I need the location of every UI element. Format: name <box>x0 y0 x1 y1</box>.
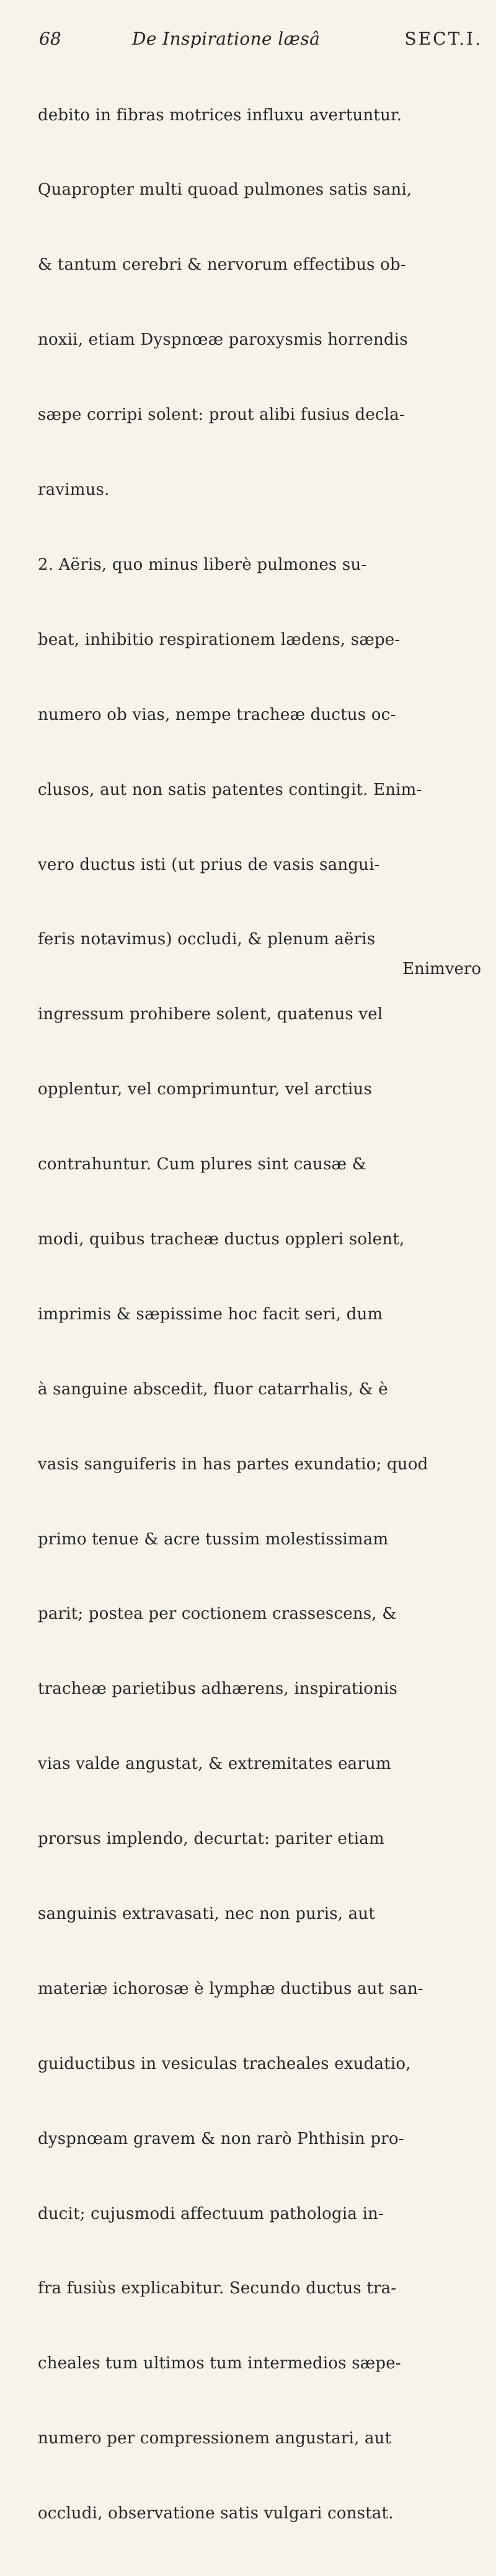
text-line: dyspnœam gravem & non rarò Phthisin pro- <box>38 2129 404 2148</box>
text-line: modi, quibus tracheæ ductus oppleri solent, <box>38 1229 405 1249</box>
text-line: numero per compressionem angustari, aut <box>38 2429 392 2448</box>
running-title: De Inspiratione læsâ <box>132 29 321 49</box>
text-line: opplentur, vel comprimuntur, vel arctius <box>38 1080 373 1099</box>
text-line: debito in fibras motrices influxu avertuntur. <box>38 105 402 125</box>
text-line: ducit; cujusmodi affectuum pathologia in- <box>38 2204 384 2223</box>
text-line: cheales tum ultimos tum intermedios sæpe- <box>38 2354 401 2373</box>
text-line: prorsus implendo, decurtat: pariter etiam <box>38 1830 384 1849</box>
text-line: & tantum cerebri & nervorum effectibus ob- <box>38 255 406 275</box>
text-line: vasis sanguiferis in has partes exundatio; quod <box>38 1454 428 1474</box>
catchword: Enimvero <box>402 960 481 978</box>
text-line: beat, inhibitio respirationem lædens, sæpe- <box>38 630 401 649</box>
section-label: SECT.I. <box>404 29 482 49</box>
text-line: sanguinis extravasati, nec non puris, aut <box>38 1904 375 1923</box>
text-line: noxii, etiam Dyspnœæ paroxysmis horrendis <box>38 330 408 350</box>
text-line: numero ob vias, nempe tracheæ ductus oc- <box>38 705 396 724</box>
text-line: feris notavimus) occludi, & plenum aëris <box>38 930 376 949</box>
text-line: vias valde angustat, & extremitates earum <box>38 1755 391 1774</box>
text-line: contrahuntur. Cum plures sint causæ & <box>38 1155 367 1174</box>
text-line: fra fusiùs explicabitur. Secundo ductus tra- <box>38 2279 397 2298</box>
text-line: ingressum prohibere solent, quatenus vel <box>38 1005 383 1024</box>
text-line: guiductibus in vesiculas tracheales exudatio, <box>38 2054 411 2073</box>
text-line: clusos, aut non satis patentes contingit. Enim- <box>38 780 422 799</box>
text-line: Quapropter multi quoad pulmones satis sani, <box>38 180 412 200</box>
text-line: occludi, observatione satis vulgari constat. <box>38 2504 394 2523</box>
text-line: 2. Aëris, quo minus liberè pulmones su- <box>38 555 367 574</box>
text-line: materiæ ichorosæ è lymphæ ductibus aut san- <box>38 1979 423 1998</box>
text-line: tracheæ parietibus adhærens, inspirationis <box>38 1680 398 1699</box>
text-line: parit; postea per coctionem crassescens, & <box>38 1604 397 1624</box>
page-number: 68 <box>39 29 61 49</box>
page-header <box>39 26 482 52</box>
text-line: ravimus. <box>38 480 110 500</box>
text-line: primo tenue & acre tussim molestissimam <box>38 1529 389 1549</box>
text-line: imprimis & sæpissime hoc facit seri, dum <box>38 1304 383 1324</box>
latin-text-body <box>38 53 483 2576</box>
text-line: sæpe corripi solent: prout alibi fusius decla- <box>38 405 405 425</box>
text-line: à sanguine abscedit, fluor catarrhalis, & è <box>38 1379 388 1399</box>
text-line: vero ductus isti (ut prius de vasis sangui- <box>38 855 380 874</box>
